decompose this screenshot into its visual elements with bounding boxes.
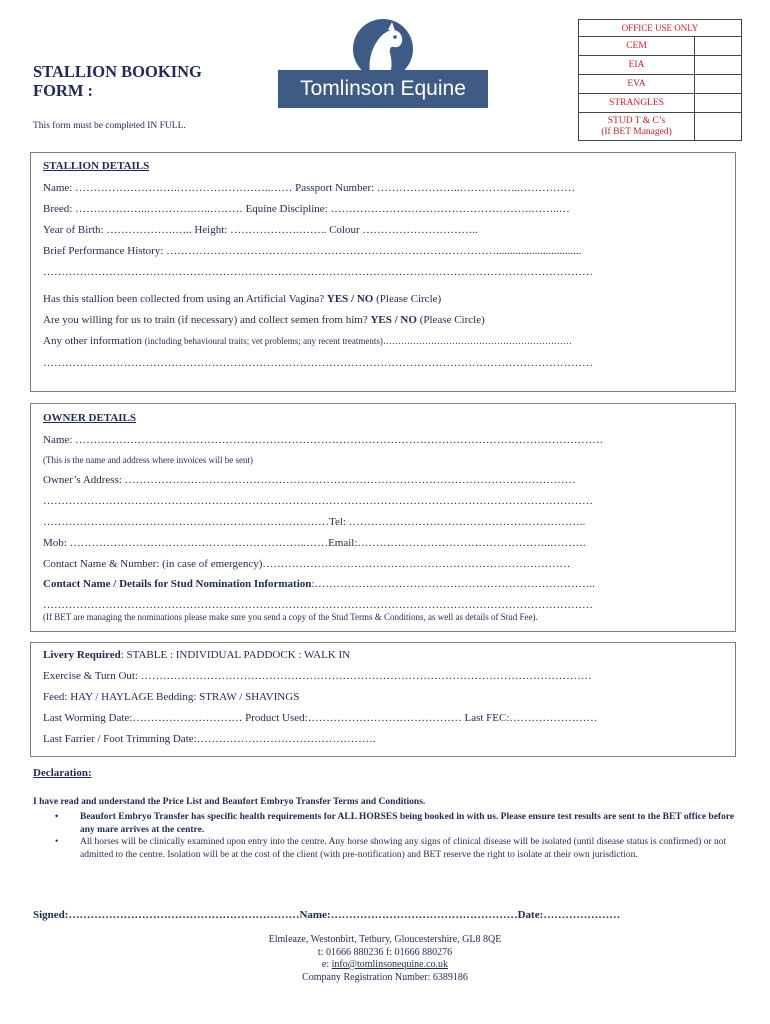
mob-email-field[interactable]: Mob: ………………………………………………………..……Email:……………………………………………..………. bbox=[43, 537, 586, 549]
owner-address-field[interactable]: Owner’s Address: …………………………………………………………………………………………………………… bbox=[43, 474, 576, 486]
office-row-cell[interactable] bbox=[695, 75, 742, 94]
office-row-cell[interactable] bbox=[695, 113, 742, 141]
logo-text: Tomlinson Equine bbox=[300, 77, 466, 100]
declaration-statement: I have read and understand the Price List and Beaufort Embryo Transfer Terms and Conditions. bbox=[33, 797, 426, 807]
footer-phone: t: 01666 880236 f: 01666 880276 bbox=[317, 946, 453, 958]
company-registration: Company Registration Number: 6389186 bbox=[302, 971, 468, 983]
train-yes-no[interactable]: YES / NO bbox=[370, 314, 417, 326]
stud-tc-label: STUD T & C’s bbox=[607, 115, 666, 126]
emergency-contact-field[interactable]: Contact Name & Number: (in case of emergency)………………………………………………………………………… bbox=[43, 558, 571, 570]
bet-nomination-note: (If BET are managing the nominations please make sure you send a copy of the Stud Terms & Conditions, as well as details of Stud Fee). bbox=[43, 612, 538, 622]
signature-line[interactable]: Signed:………………………………………………………Name:……………………………………………Date:………………… bbox=[33, 909, 621, 921]
stallion-breed-field[interactable]: Breed: ………………..………….…..……… Equine Discipline: ……………………………………………….……..… bbox=[43, 203, 570, 215]
stallion-details-section bbox=[30, 152, 736, 392]
train-question-text: Are you willing for us to train (if necessary) and collect semen from him? bbox=[43, 314, 368, 326]
form-instruction: This form must be completed IN FULL. bbox=[33, 121, 186, 131]
livery-options: : STABLE : INDIVIDUAL PADDOCK : WALK IN bbox=[120, 649, 351, 661]
exercise-turnout-field[interactable]: Exercise & Turn Out: …………………………………………………………………………………………………………… bbox=[43, 670, 592, 682]
office-row-cell[interactable] bbox=[695, 94, 742, 113]
email-prefix: e: bbox=[321, 959, 332, 970]
stud-tc-note: (If BET Managed) bbox=[601, 126, 672, 137]
page-title bbox=[33, 62, 202, 100]
av-yes-no[interactable]: YES / NO bbox=[326, 293, 374, 305]
invoice-note: (This is the name and address where invoices will be sent) bbox=[43, 455, 253, 465]
office-row-label: EVA bbox=[579, 75, 695, 94]
office-row-label-stud bbox=[579, 113, 695, 141]
footer-contact bbox=[0, 934, 770, 984]
bullet-text: All horses will be clinically examined upon entry into the centre. Any horse showing any signs of clinical disease will be isolated (until disease status is confirmed) or not admitted to the centre. Isolation will be at the cost of the client (with pre-notification) and BET reserve the right to isolate at their own jurisdiction. bbox=[80, 837, 727, 860]
train-question bbox=[43, 314, 485, 326]
worming-fec-field[interactable]: Last Worming Date:………………………… Product Used:…………………………………… Last FEC:…………………… bbox=[43, 712, 598, 724]
owner-address-continuation[interactable]: …………………………………………………………………………………………………………………………………… bbox=[43, 495, 593, 507]
other-information-continuation[interactable]: …………………………………………………………………………………………………………………………………… bbox=[43, 357, 593, 369]
other-information-note: (including behavioural traits; vet problems; any recent treatments)……………………………………………………… bbox=[144, 336, 572, 346]
other-information-field[interactable] bbox=[43, 335, 572, 347]
other-information-label: Any other information bbox=[43, 335, 142, 347]
stud-nomination-dots: :………………………………………………………………….. bbox=[311, 578, 595, 590]
livery-required-field[interactable] bbox=[43, 649, 350, 661]
office-row-cell[interactable] bbox=[695, 37, 742, 56]
declaration-title: Declaration: bbox=[33, 767, 92, 779]
bullet-text: Beaufort Embryo Transfer has specific health requirements for ALL HORSES being booked in with us. Please ensure test results are sent to the BET office before any mare arrives at the centre. bbox=[80, 812, 735, 835]
farrier-date-field[interactable]: Last Farrier / Foot Trimming Date:…………………………………………. bbox=[43, 733, 376, 745]
train-circle-note: (Please Circle) bbox=[419, 314, 485, 326]
stallion-year-height-colour-field[interactable]: Year of Birth: ……………….….. Height: ……………….…….. Colour ………………………….. bbox=[43, 224, 478, 236]
company-logo bbox=[278, 18, 488, 108]
stud-nomination-field[interactable] bbox=[43, 578, 595, 590]
performance-history-continuation[interactable]: …………………………………………………………………………………………………………………………………… bbox=[43, 266, 593, 278]
office-use-heading: OFFICE USE ONLY bbox=[579, 20, 742, 37]
livery-section bbox=[30, 642, 736, 757]
section-title: STALLION DETAILS bbox=[43, 160, 150, 172]
title-line-2: FORM : bbox=[33, 81, 94, 100]
office-row-label: STRANGLES bbox=[579, 94, 695, 113]
av-circle-note: (Please Circle) bbox=[376, 293, 442, 305]
feed-bedding-field[interactable]: Feed: HAY / HAYLAGE Bedding: STRAW / SHAVINGS bbox=[43, 691, 300, 703]
performance-history-field[interactable]: Brief Performance History: ………………………………………………………………………………............................... bbox=[43, 245, 582, 257]
bullet-icon: • bbox=[55, 812, 59, 822]
office-row-cell[interactable] bbox=[695, 56, 742, 75]
tel-field[interactable]: ……………………………………………………………………Tel: ……………………………………………………….. bbox=[43, 516, 586, 528]
list-item bbox=[55, 811, 735, 836]
av-question-text: Has this stallion been collected from using an Artificial Vagina? bbox=[43, 293, 325, 305]
av-question bbox=[43, 293, 441, 305]
stud-nomination-label: Contact Name / Details for Stud Nomination Information bbox=[43, 578, 312, 590]
office-row-label: CEM bbox=[579, 37, 695, 56]
footer-email-line bbox=[0, 959, 770, 972]
declaration-bullets bbox=[55, 811, 735, 861]
office-use-table bbox=[578, 19, 742, 141]
list-item bbox=[55, 836, 735, 861]
footer-address: Elmleaze, Westonbirt, Tetbury, Gloucestershire, GL8 8QE bbox=[268, 934, 502, 945]
stallion-name-field[interactable]: Name: ……………………….……………………..…… Passport Number: …………………..……………..…………… bbox=[43, 182, 575, 194]
email-link[interactable]: info@tomlinsonequine.co.uk bbox=[331, 959, 449, 970]
stud-nomination-continuation[interactable]: …………………………………………………………………………………………………………………………………… bbox=[43, 599, 593, 611]
bullet-icon: • bbox=[55, 837, 59, 847]
livery-required-label: Livery Required bbox=[43, 649, 121, 661]
title-line-1: STALLION BOOKING bbox=[33, 62, 202, 81]
section-title: OWNER DETAILS bbox=[43, 412, 137, 424]
owner-name-field[interactable]: Name: ……………………………………………………………………………………………………………………………… bbox=[43, 434, 604, 446]
office-row-label: EIA bbox=[579, 56, 695, 75]
owner-details-section bbox=[30, 403, 736, 632]
